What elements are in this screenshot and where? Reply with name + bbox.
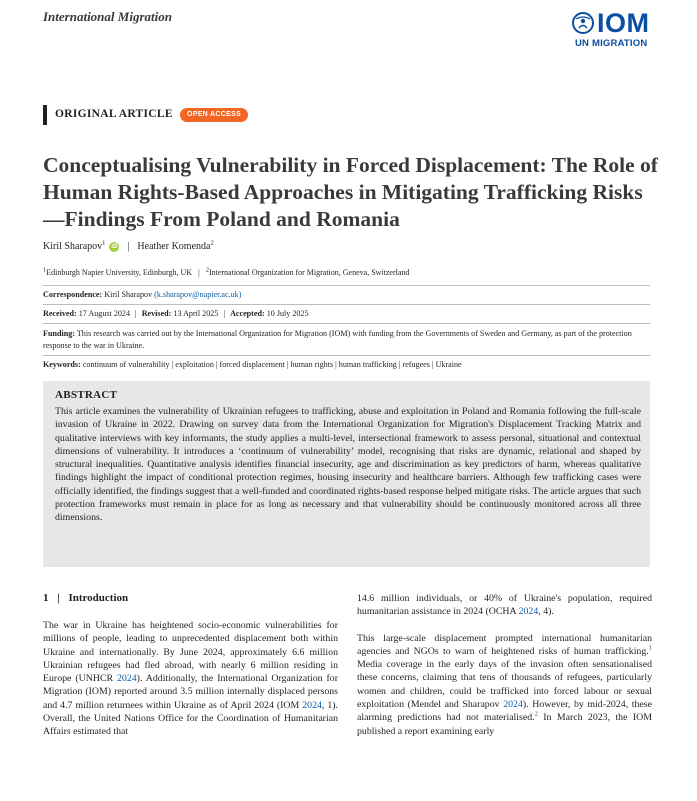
author-link[interactable] — [137, 241, 213, 252]
received-date: 17 August 2024 — [78, 309, 131, 318]
affiliation-marker: 2 — [210, 239, 214, 247]
accepted-label: Accepted: — [230, 309, 265, 318]
article-dates — [43, 309, 309, 318]
author-list — [43, 241, 214, 252]
affiliation-separator: | — [198, 268, 200, 277]
funding-label: Funding: — [43, 329, 75, 338]
funding-text: This research was carried out by the International Organization for Migration (IOM) with funding from the Governments of Sweden and Germany, as part of the protection response to the war in Ukraine. — [43, 329, 632, 350]
author-name: Kiril Sharapov — [43, 241, 103, 252]
affiliation-marker: 1 — [102, 239, 106, 247]
affiliation-marker: 1 — [43, 266, 47, 274]
article-title: Conceptualising Vulnerability in Forced Displacement: The Role of Human Rights-Based Approaches in Mitigating Trafficking Risks—Findings From Poland and Romania — [43, 153, 658, 231]
orcid-icon[interactable]: iD — [111, 243, 118, 250]
keywords-label: Keywords: — [43, 360, 81, 369]
body-column-left — [43, 619, 338, 739]
article-type: ORIGINAL ARTICLE — [55, 108, 173, 120]
revised-date: 13 April 2025 — [173, 309, 219, 318]
paragraph-text: This large-scale displacement prompted international humanitarian agencies and NGOs to warn of heightened risks of human trafficking. — [357, 632, 652, 657]
paragraph-text: In March 2023, the IOM published a report examining early — [357, 712, 652, 737]
iom-logo[interactable] — [572, 8, 654, 49]
keywords-text: continuum of vulnerability | exploitation | forced displacement | human rights | human trafficking | refugees | Ukraine — [82, 360, 462, 369]
abstract-heading: ABSTRACT — [55, 389, 118, 401]
paragraph-text: , 4). — [538, 606, 554, 618]
author-link[interactable] — [43, 241, 105, 252]
revised-label: Revised: — [141, 309, 172, 318]
affiliation-1: Edinburgh Napier University, Edinburgh, UK — [46, 268, 193, 277]
paragraph-text: Media coverage in the early days of the invasion often sensationalised these concerns, claiming that tens of thousands of refugees, particularly women and children, could be trafficked into forced labour or sexual exploitation (Mendel and Sharapov — [357, 659, 652, 711]
citation-link[interactable]: 2024 — [116, 673, 137, 685]
journal-name: International Migration — [43, 9, 172, 24]
iom-globe-icon — [572, 12, 594, 34]
section-number: 1 — [43, 592, 49, 604]
citation-link[interactable]: 2024 — [503, 699, 523, 711]
paragraph — [357, 632, 652, 738]
divider — [43, 323, 650, 324]
accepted-date: 10 July 2025 — [266, 309, 309, 318]
article-type-bar — [43, 105, 47, 125]
paragraph — [43, 619, 338, 739]
paragraph-text: The war in Ukraine has heightened socio-economic vulnerabilities for millions of people, leading to unprecedented displacement both within Ukraine and internationally. By June 2024, approximately 6.6 million Ukrainian refugees had fled abroad, with nearly 6 million residing in Europe (UNHCR — [43, 620, 338, 685]
keywords — [43, 360, 462, 369]
correspondence-label: Correspondence: — [43, 290, 103, 299]
citation-link[interactable]: 2024 — [518, 606, 539, 618]
affiliation-marker: 2 — [205, 266, 209, 274]
logo-subtitle: UN MIGRATION — [575, 38, 648, 49]
divider — [43, 304, 650, 305]
correspondence-name: Kiril Sharapov — [104, 290, 153, 299]
section-separator: | — [57, 592, 60, 604]
paragraph-text: , 1). Overall, the United Nations Office for the Coordination of Humanitarian Affairs estimated that — [43, 699, 338, 738]
correspondence — [43, 290, 241, 299]
paragraph — [357, 592, 652, 619]
open-access-badge[interactable]: OPEN ACCESS — [180, 108, 248, 122]
footnote-link[interactable]: 2 — [534, 711, 538, 719]
correspondence-email-link[interactable]: (k.sharapov@napier.ac.uk) — [154, 290, 242, 299]
author-name: Heather Komenda — [137, 241, 211, 252]
date-separator: | — [223, 309, 226, 318]
section-title: Introduction — [68, 592, 129, 604]
section-heading — [43, 592, 128, 604]
funding — [43, 328, 650, 352]
date-separator: | — [135, 309, 137, 318]
paragraph-text: ). However, by mid-2024, these alarming predictions had not materialised. — [357, 699, 652, 724]
paragraph-text: 14.6 million individuals, or 40% of Ukraine's population, required humanitarian assistance in 2024 (OCHA — [357, 593, 652, 618]
citation-link[interactable]: 2024 — [302, 699, 322, 711]
footnote-link[interactable]: 1 — [648, 644, 652, 652]
body-column-right — [357, 592, 652, 738]
affiliation-2: International Organization for Migration, Geneva, Switzerland — [208, 268, 410, 277]
paragraph-text: ). Additionally, the International Organization for Migration (IOM) reported around 3.5 million internally displaced persons and 4.7 million returnees within Ukraine as of April 2024 (IOM — [43, 673, 338, 711]
abstract-text: This article examines the vulnerability of Ukrainian refugees to trafficking, abuse and exploitation in Poland and Romania following the full-scale invasion of Ukraine in 2022. Drawing on survey data from the International Organization for Migration's Displacement Tracking Matrix and qualitative interviews with key informants, the study applies a multi-level, intersectional framework to assess personal, situational and contextual dimensions of vulnerability. It introduces a ‘continuum of vulnerability’ model, recognising that risks are dynamic, relational and shaped by structural inequalities. Quantitative analysis identifies financial insecurity, age and discrimination as key predictors of harm, whereas qualitative findings highlight the impact of conditional protection regimes, housing insecurity and healthcare barriers. Although few trafficking cases were officially identified, the findings suggest that a well-funded and coordinated rights-based response helped mitigate risks. The article argues that such protection frameworks must remain in place for as long as necessary and that vulnerability should be continuously monitored across all three dimensions. — [55, 406, 641, 524]
logo-wordmark: IOM — [597, 8, 650, 38]
affiliations — [43, 268, 409, 277]
author-separator: | — [127, 241, 130, 252]
received-label: Received: — [43, 309, 77, 318]
divider — [43, 285, 650, 286]
divider — [43, 355, 650, 356]
